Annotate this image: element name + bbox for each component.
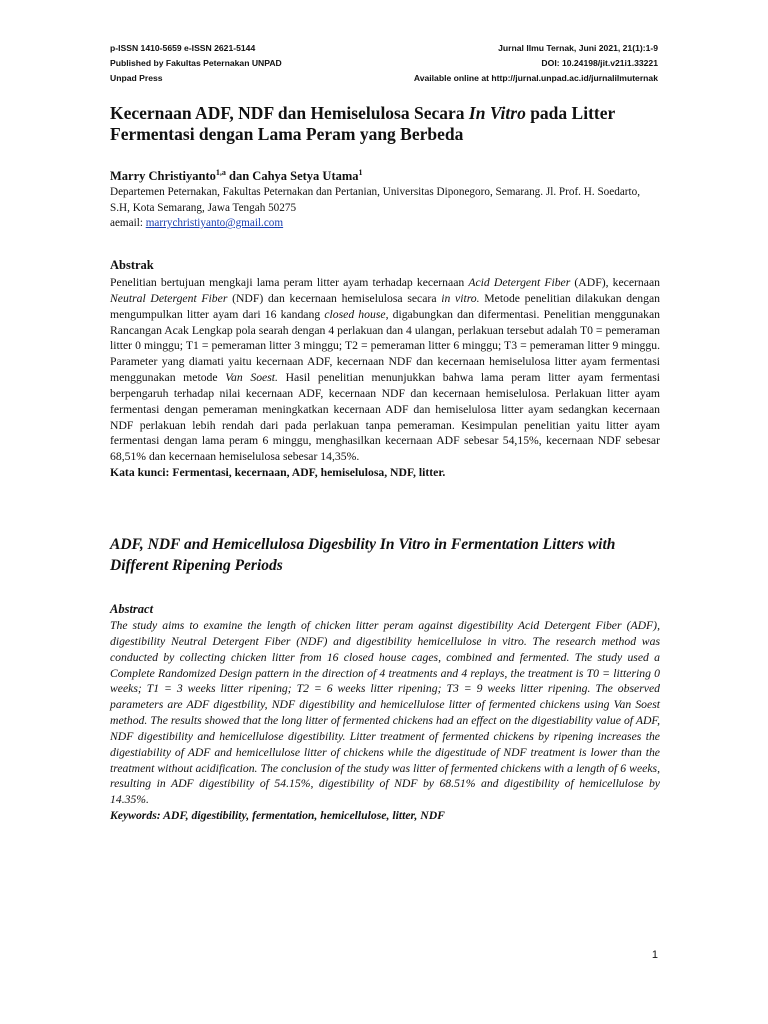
abstrak-italic: in vitro.: [441, 291, 480, 305]
title-part2: pada Litter Fermentasi dengan Lama Peram yang Berbeda: [110, 103, 615, 144]
abstrak-italic: Acid Detergent Fiber: [468, 276, 571, 289]
paper-title: [110, 103, 660, 145]
abstrak-text: digabungkan dan difermentasi. Penelitian menggunakan Rancangan Acak Lengkap pola searah dengan 4 perlakuan dan 4 ulangan, perlakuan tersebut adalah T0 = pemeraman litter 0 minggu; T1 = pemeraman litter 3 minggu; T2 = pemeraman litter 6 minggu; T3 = pemeraman litter 9 minggu. Parameter yang diamati yaitu kecernaan ADF, kecernaan NDF dan kecernaan hemiselulosa litter ayam fermentasi menggunakan metode: [110, 307, 661, 385]
abstrak-italic: closed house,: [324, 307, 389, 321]
journal-line: Jurnal Ilmu Ternak, Juni 2021, 21(1):1-9: [498, 43, 658, 53]
doi-line: DOI: 10.24198/jit.v21i1.33221: [541, 58, 658, 68]
abstract-body: [110, 618, 660, 824]
abstrak-body: [110, 275, 660, 481]
abstrak-text: Penelitian bertujuan mengkaji lama peram litter ayam terhadap kecernaan: [110, 276, 469, 289]
page-number: 1: [651, 949, 658, 961]
title-part1: Kecernaan ADF, NDF dan Hemiselulosa Secara: [110, 103, 469, 123]
author-1: Marry Christiyanto: [110, 169, 216, 184]
abstrak-heading: Abstrak: [110, 258, 154, 272]
english-title: ADF, NDF and Hemicellulosa Digesbility In Vitro in Fermentation Litters with Different Ripening Periods: [110, 536, 616, 574]
header-right: [414, 41, 658, 86]
author-1-sup: 1,a: [215, 168, 226, 177]
abstrak-text: (NDF) dan kecernaan hemiselulosa secara: [227, 291, 442, 305]
abstrak-italic: Van Soest.: [225, 371, 278, 385]
author-line: [110, 168, 363, 184]
abstract-text: The study aims to examine the length of chicken litter peram against digestibility Acid Detergent Fiber (ADF), digestibility Neutral Detergent Fiber (NDF) and digestibility hemicellulose in vitro. The research method was conducted by collecting chicken litter from 16 closed house cages, combined and fermented. The study used a Complete Randomized Design pattern in the direction of 4 treatments and 4 replays, the treatment is T0 = littering 0 weeks; T1 = 3 weeks litter ripening; T2 = 6 weeks litter ripening; T3 = 9 weeks litter ripening. The observed parameters are ADF digestbility, NDF digestibility and hemicellulose litter of fermented chickens using Van Soest method. The results showed that the long litter of fermented chickens had an effect on the digestiability value of ADF, NDF digestibility and hemicellulose digestibility. Litter treatment of fermented chickens by ripening increases the digestiability of ADF and hemicellulose litter of chickens while the digestitude of NDF treatment is lower than the treatment without acidification. The conclusion of the study was litter of fermented chickens with a length of 6 weeks, resulting in ADF digestibility of 54.15%, digestibility of NDF by 68.51% and digestibility of hemicellulose by 14.35%.: [110, 619, 660, 807]
kata-kunci: Kata kunci: Fermentasi, kecernaan, ADF, hemiselulosa, NDF, litter.: [110, 466, 446, 480]
email-line: [110, 216, 660, 232]
keywords: Keywords: ADF, digestibility, fermentation, hemicellulose, litter, NDF: [110, 809, 445, 823]
title-italic: In Vitro: [468, 103, 526, 123]
email-link[interactable]: marrychristiyanto@gmail.com: [145, 217, 284, 229]
abstrak-italic: Neutral Detergent Fiber: [110, 291, 228, 305]
affiliation: [110, 185, 660, 232]
affiliation-address: Departemen Peternakan, Fakultas Peternakan dan Pertanian, Universitas Diponegoro, Semarang. Jl. Prof. H. Soedarto, S.H, Kota Semarang, Jawa Tengah 50275: [110, 186, 641, 214]
abstrak-text: Metode penelitian dilakukan dengan mengumpulkan litter ayam dari 16 kandang: [110, 291, 661, 321]
abstrak-text: Hasil penelitian menunjukkan bahwa lama peram litter ayam fermentasi berpengaruh terhadap nilai kecernaan ADF, kecernaan NDF dan kecernaan hemiselulosa. Perlakuan litter ayam fermentasi dengan pemeraman meningkatkan kecernaan ADF dan hemiselulosa litter ayam sedangkan kecernaan NDF perlakuan lebih rendah dari pada perlakuan tanpa pemeraman. Kesimpulan penelitian yaitu litter ayam fermentasi dengan lama peram 6 minggu, menghasilkan kecernaan ADF sebesar 54,15%, kecernaan NDF sebesar 68,51% dan kecernaan hemiselulosa sebesar 14,35%.: [110, 371, 660, 464]
available-online-line: Available online at http://jurnal.unpad.ac.id/jurnalilmuternak: [413, 73, 658, 83]
publisher-line: Published by Fakultas Peternakan UNPAD: [110, 58, 282, 68]
author-conj: dan Cahya Setya Utama: [225, 169, 359, 184]
header-left: [110, 41, 282, 86]
abstrak-text: (ADF), kecernaan: [570, 276, 660, 289]
abstract-heading: Abstract: [110, 602, 154, 616]
issn-line: p-ISSN 1410-5659 e-ISSN 2621-5144: [110, 43, 256, 53]
author-2-sup: 1: [358, 168, 363, 177]
press-line: Unpad Press: [110, 73, 163, 83]
email-label: aemail:: [110, 217, 146, 229]
